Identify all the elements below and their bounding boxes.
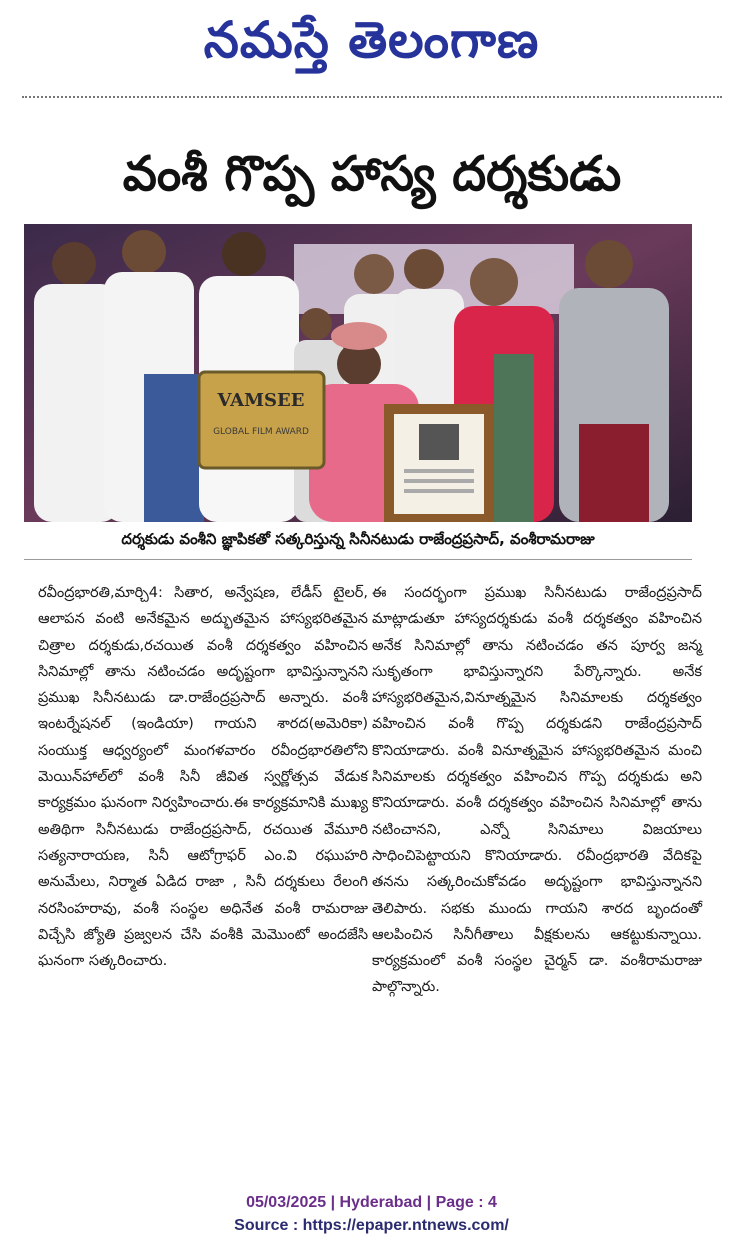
article-photo xyxy=(24,224,692,522)
masthead-divider xyxy=(22,96,722,98)
newspaper-masthead: నమస్తే తెలంగాణ xyxy=(203,11,540,69)
trophy-sublabel: GLOBAL FILM AWARD xyxy=(213,427,309,437)
source-link[interactable]: Source : https://epaper.ntnews.com/ xyxy=(234,1217,509,1234)
article-paragraph: ఈ సందర్భంగా ప్రముఖ సినీనటుడు రాజేంద్రప్రసాద్ మాట్లాడుతూ హాస్యదర్శకుడు వంశీ దర్శకత్వం వహించిన అనేక సినిమాల్లో తాను నటించడం తన పూర్వ జన్మ సుకృతంగా భావిస్తున్నారని పేర్కొన్నారు. అనేక హాస్యభరితమైన,వినూత్నమైన సినిమాలకు దర్శకత్వం వహించిన వంశీ గొప్ప దర్శకుడని రాజేంద్రప్రసాద్ కొనియాడారు. వంశీ వినూత్నమైన హాస్యభరితమైన మంచి సినిమాలకు దర్శకత్వం వహించిన గొప్ప దర్శకుడు అని కొనియాడారు. వంశీ దర్శకత్వం వహించిన సినిమాల్లో తాను నటించానని, ఎన్నో సినిమాలు విజయాలు సాధించిపెట్టాయని కొనియాడారు. రవీంద్రభారతి వేదికపై తనను సత్కరించుకోవడం అదృష్టంగా భావిస్తున్నానని తెలిపారు. సభకు ముందు గాయని శారద బృందంతో ఆలపించిన సినీగీతాలు వీక్షకులను ఆకట్టుకున్నాయి. కార్యక్రమంలో వంశీ సంస్థల చైర్మన్ డా. వంశీరామరాజు పాల్గొన్నారు. xyxy=(372,585,702,996)
article-column-right xyxy=(372,580,702,1001)
article-column-left xyxy=(38,580,368,974)
caption-divider xyxy=(24,559,692,560)
publication-date-line: 05/03/2025 | Hyderabad | Page : 4 xyxy=(246,1194,497,1211)
trophy-label: VAMSEE xyxy=(217,390,305,411)
article-paragraph: రవీంద్రభారతి,మార్చి4: సితార, అన్వేషణ, లేడీస్ టైలర్, ఆలాపన వంటి అనేకమైన అద్భుతమైన హాస్యభరితమైన చిత్రాల దర్శకుడు,రచయిత వంశీ దర్శకత్వం వహించిన సినిమాల్లో తాను నటించడం అదృష్టంగా భావిస్తున్నానని ప్రముఖ సినీనటుడు డా.రాజేంద్రప్రసాద్ అన్నారు. వంశీ ఇంటర్నేషనల్ (ఇండియా) గాయని శారద(అమెరికా) సంయుక్త ఆధ్వర్యంలో మంగళవారం రవీంద్రభారతిలోని మెయిన్‌హాల్‌లో వంశీ సినీ జీవిత స్వర్ణోత్సవ వేడుక కార్యక్రమం ఘనంగా నిర్వహించారు.ఈ కార్యక్రమానికి ముఖ్య అతిథిగా సినీనటుడు రాజేంద్రప్రసాద్, రచయిత వేమూరి సత్యనారాయణ, సినీ ఆటోగ్రాఫర్ ఎం.వి రఘుహరి అనుమేలు, నిర్మాత ఏడిద రాజా , సినీ దర్శకులు రేలంగి నరసింహరావు, వంశీ సంస్థల అధినేత వంశీ రామరాజు విచ్చేసి జ్యోతి ప్రజ్వలన చేసి వంశీకి మెమొంటో అందజేసి ఘనంగా సత్కరించారు. xyxy=(38,585,368,970)
article-headline: వంశీ గొప్ప హాస్య దర్శకుడు xyxy=(122,146,622,202)
photo-caption: దర్శకుడు వంశీని జ్ఞాపికతో సత్కరిస్తున్న సినీనటుడు రాజేంద్రప్రసాద్, వంశీరామరాజు xyxy=(121,530,595,548)
